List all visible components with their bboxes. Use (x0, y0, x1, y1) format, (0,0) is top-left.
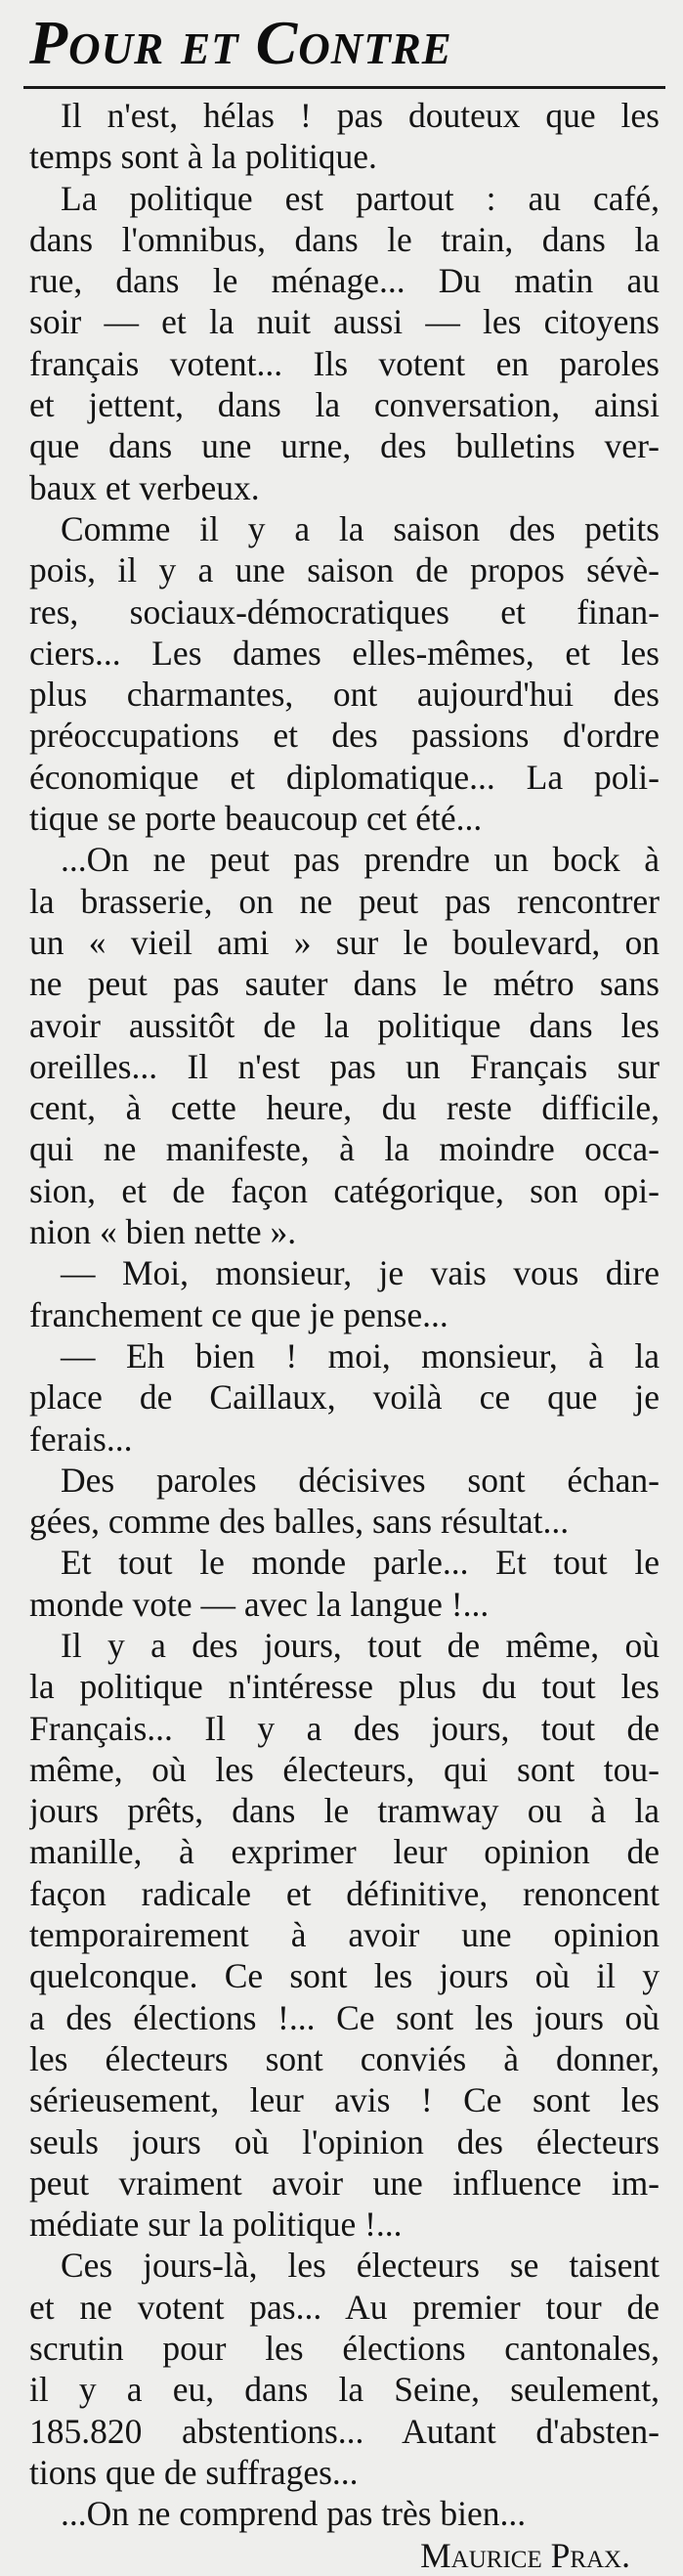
article-line: temporairement à avoir une opinion (29, 1915, 660, 1955)
article-line: gées, comme des balles, sans résultat... (29, 1502, 570, 1542)
article-line: économique et diplomatique... La poli- (29, 757, 660, 797)
article-line: — Eh bien ! moi, monsieur, à la (61, 1335, 660, 1375)
article-line: scrutin pour les élections cantonales, (29, 2329, 660, 2369)
article-line: tique se porte beaucoup cet été... (29, 799, 483, 839)
article-line: baux et verbeux. (29, 467, 260, 507)
article-line: même, où les électeurs, qui sont tou- (29, 1749, 660, 1789)
article-line: — Moi, monsieur, je vais vous dire (61, 1253, 660, 1293)
article-line: il y a eu, dans la Seine, seulement, (29, 2370, 660, 2410)
article-line: que dans une urne, des bulletins ver- (29, 426, 660, 466)
article-body (29, 95, 660, 2535)
article-line: Des paroles décisives sont échan- (61, 1460, 660, 1500)
article-line: La politique est partout : au café, (61, 178, 660, 218)
article-line: oreilles... Il n'est pas un Français sur (29, 1046, 660, 1086)
article-line: temps sont à la politique. (29, 137, 377, 177)
article-line: franchement ce que je pense... (29, 1294, 448, 1334)
article-line: sion, et de façon catégorique, son opi- (29, 1170, 660, 1210)
article-line: les électeurs sont conviés à donner, (29, 2038, 660, 2078)
article-line: ciers... Les dames elles-mêmes, et les (29, 633, 660, 673)
article-line: Français... Il y a des jours, tout de (29, 1708, 660, 1748)
article-line: qui ne manifeste, à la moindre occa- (29, 1129, 660, 1169)
article-line: monde vote — avec la langue !... (29, 1584, 490, 1624)
article-line: 185.820 abstentions... Autant d'absten- (29, 2411, 660, 2451)
article-line: tions que de suffrages... (29, 2452, 359, 2492)
article-line: soir — et la nuit aussi — les citoyens (29, 302, 660, 342)
article-line: la brasserie, on ne peut pas rencontrer (29, 881, 660, 921)
article-line: et ne votent pas... Au premier tour de (29, 2287, 660, 2327)
article-line: seuls jours où l'opinion des électeurs (29, 2121, 660, 2161)
author-signature: Maurice Prax. (420, 2535, 630, 2575)
article-line: la politique n'intéresse plus du tout les (29, 1667, 660, 1707)
title-rule (23, 86, 665, 89)
article-line: un « vieil ami » sur le boulevard, on (29, 922, 660, 962)
article-line: ...On ne comprend pas très bien... (61, 2494, 527, 2534)
article-line: et jettent, dans la conversation, ainsi (29, 385, 660, 425)
article-line: res, sociaux-démocratiques et finan- (29, 591, 660, 632)
article-line: préoccupations et des passions d'ordre (29, 716, 660, 756)
article-line: pois, il y a une saison de propos sévè- (29, 550, 660, 590)
article-line: nion « bien nette ». (29, 1212, 297, 1252)
article-line: médiate sur la politique !... (29, 2205, 403, 2245)
article-line: Et tout le monde parle... Et tout le (61, 1543, 660, 1583)
article-line: place de Caillaux, voilà ce que je (29, 1377, 660, 1418)
article-line: peut vraiment avoir une influence im- (29, 2162, 660, 2203)
article-line: avoir aussitôt de la politique dans les (29, 1005, 660, 1045)
article-line: a des élections !... Ce sont les jours où (29, 1997, 660, 2037)
article-line: dans l'omnibus, dans le train, dans la (29, 219, 660, 259)
article-line: ...On ne peut pas prendre un bock à (61, 840, 660, 880)
article-title: Pour et Contre (29, 8, 452, 77)
article-line: manille, à exprimer leur opinion de (29, 1832, 660, 1872)
article-line: français votent... Ils votent en paroles (29, 343, 660, 383)
article-line: Il n'est, hélas ! pas douteux que les (61, 96, 660, 135)
article-line: ne peut pas sauter dans le métro sans (29, 964, 660, 1004)
article-line: Il y a des jours, tout de même, où (61, 1625, 660, 1665)
article-line: Comme il y a la saison des petits (61, 508, 660, 548)
article-line: plus charmantes, ont aujourd'hui des (29, 675, 660, 715)
article-line: quelconque. Ce sont les jours où il y (29, 1956, 660, 1996)
article-line: cent, à cette heure, du reste difficile, (29, 1088, 660, 1128)
article-line: rue, dans le ménage... Du matin au (29, 261, 660, 301)
article-line: sérieusement, leur avis ! Ce sont les (29, 2080, 660, 2120)
article-line: jours prêts, dans le tramway ou à la (29, 1791, 660, 1831)
article-line: ferais... (29, 1419, 133, 1459)
article-line: Ces jours-là, les électeurs se taisent (61, 2246, 660, 2286)
article-line: façon radicale et définitive, renoncent (29, 1873, 660, 1913)
